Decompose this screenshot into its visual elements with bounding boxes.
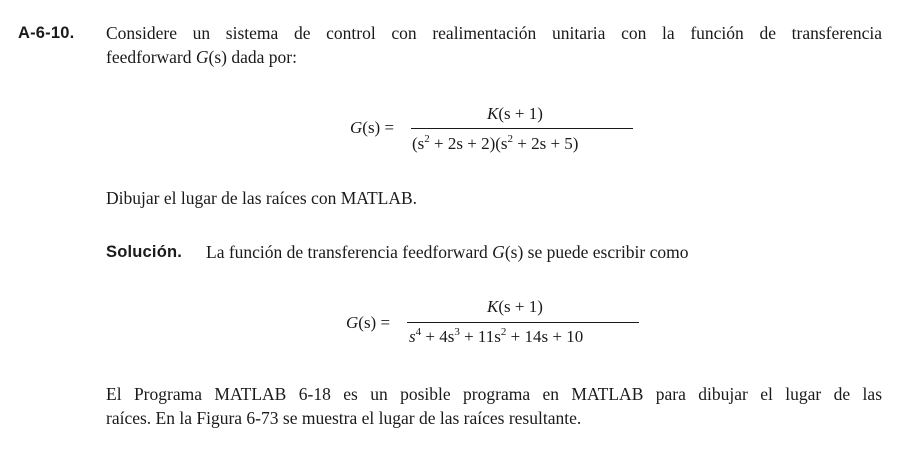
equation-1-fraction-bar: [411, 128, 633, 129]
closing-line-2: raíces. En la Figura 6-73 se muestra el lugar de las raíces resultante.: [106, 408, 582, 428]
equation-1-lhs: G(s) =: [350, 118, 395, 137]
problem-line-2: feedforward G(s) dada por:: [106, 47, 297, 67]
solution-text: La función de transferencia feedforward G(s) se puede escribir como: [206, 242, 689, 262]
instruction-text: Dibujar el lugar de las raíces con MATLAB.: [106, 188, 418, 208]
equation-2-fraction-bar: [407, 322, 639, 323]
equation-1-denominator: $(s^2 + 2s + 2)(s^2 + 2s + 5)$: [412, 133, 579, 153]
problem-line-1: Considere un sistema de control con realimentación unitaria con la función de transferencia: [106, 23, 882, 43]
equation-2-denominator: $s^4 + 4s^3 + 11s^2 + 14s + 10$: [409, 326, 584, 346]
solution-label: Solución.: [106, 243, 183, 261]
closing-line-1: El Programa MATLAB 6-18 es un posible programa en MATLAB para dibujar el lugar de las: [106, 384, 882, 404]
equation-1-numerator: K(s + 1): [487, 104, 543, 123]
equation-2-numerator: K(s + 1): [487, 297, 543, 316]
equation-2-lhs: G(s) =: [346, 313, 391, 332]
problem-label: A-6-10.: [18, 24, 75, 42]
